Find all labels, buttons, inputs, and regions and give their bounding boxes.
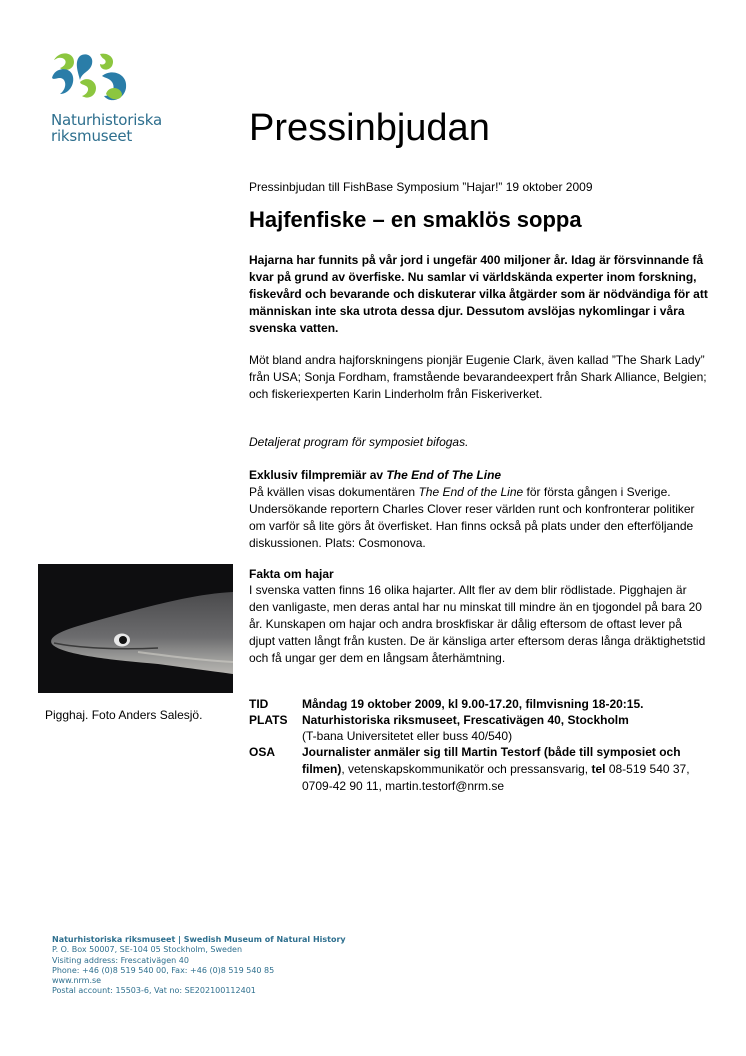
plats-label: PLATS <box>249 713 288 727</box>
tid-label: TID <box>249 697 269 711</box>
footer-line-1: Naturhistoriska riksmuseet | Swedish Museum of Natural History <box>52 935 346 944</box>
footer-line-3: Visiting address: Frescativägen 40 <box>52 955 189 965</box>
footer-line-6: Postal account: 15503-6, Vat no: SE202100112401 <box>52 986 256 996</box>
film-text-before: På kvällen visas dokumentären <box>249 485 419 499</box>
film-text-title: The End of the Line <box>418 485 524 499</box>
program-note: Detaljerat program för symposiet bifogas. <box>249 435 469 449</box>
osa-value <box>302 744 712 795</box>
film-heading <box>249 467 709 484</box>
osa-tel-label: tel <box>591 762 606 776</box>
museum-logo <box>50 50 180 160</box>
plats-note: (T-bana Universitetet eller buss 40/540) <box>302 729 513 743</box>
film-text-after: för första gången i Sverige. Undersökande reportern Charles Clover reser världen runt och konfronterar politiker om varför så lite görs åt överfisket. Han finns också på plats under den efterföljande diskussionen. Plats: Cosmonova. <box>249 485 695 550</box>
film-paragraph <box>249 484 709 552</box>
logo-name-line1: Naturhistoriska <box>51 111 163 129</box>
shark-photo <box>38 564 233 693</box>
facts-heading: Fakta om hajar <box>249 567 334 581</box>
logo-name-line2: riksmuseet <box>51 127 133 145</box>
footer-line-2: P. O. Box 50007, SE-104 05 Stockholm, Sweden <box>52 945 243 955</box>
osa-phone-email: 08-519 540 37, 0709-42 90 11, martin.testorf@nrm.se <box>302 762 690 793</box>
osa-contact: Journalister anmäler sig till Martin Testorf (både till symposiet och filmen) <box>302 745 681 776</box>
osa-role: , vetenskapskommunikatör och pressansvarig, <box>341 762 592 776</box>
footer-line-5[interactable]: www.nrm.se <box>52 976 102 986</box>
document-title: Pressinbjudan <box>249 107 490 149</box>
museum-logo-mark-icon <box>50 50 130 104</box>
tid-value: Måndag 19 oktober 2009, kl 9.00-17.20, filmvisning 18-20:15. <box>302 697 644 711</box>
facts-paragraph: I svenska vatten finns 16 olika hajarter. Allt fler av dem blir rödlistade. Pigghajen är den vanligaste, men deras antal har nu minskat till mindre än en tjogondel på bara 20 år. Kunskapen om hajar och andra broskfiskar är dålig eftersom de oftast lever på djupt vatten långt från kusten. De är känsliga arter eftersom deras långa dräktighetstid och få ungar ger dem en långsam återhämtning. <box>249 583 706 665</box>
film-heading-title: The End of The Line <box>386 468 502 482</box>
speakers-paragraph: Möt bland andra hajforskningens pionjär Eugenie Clark, även kallad ”The Shark Lady” från USA; Sonja Fordham, framstående bevarandeexpert från Shark Alliance, Belgien; och fiskeriexperten Karin Linderholm från Fiskeriverket. <box>249 353 707 401</box>
footer-line-4: Phone: +46 (0)8 519 540 00, Fax: +46 (0)8 519 540 85 <box>52 965 275 975</box>
osa-label: OSA <box>249 745 276 759</box>
headline: Hajfenfiske – en smaklös soppa <box>249 207 582 232</box>
footer-address <box>52 935 346 997</box>
plats-value: Naturhistoriska riksmuseet, Frescativägen 40, Stockholm <box>302 713 629 727</box>
subtitle: Pressinbjudan till FishBase Symposium ”Hajar!” 19 oktober 2009 <box>249 180 593 194</box>
lead-paragraph: Hajarna har funnits på vår jord i ungefär 400 miljoner år. Idag är försvinnande få kvar på grund av överfiske. Nu samlar vi världskända experter inom forskning, fiskevård och bevarande och diskuterar vilka åtgärder som är nödvändiga för att människan inte ska utrota dessa djur. Dessutom avslöjas nykomlingar i våra svenska vatten. <box>249 253 708 335</box>
photo-caption: Pigghaj. Foto Anders Salesjö. <box>45 708 203 722</box>
film-heading-prefix: Exklusiv filmpremiär av <box>249 468 387 482</box>
